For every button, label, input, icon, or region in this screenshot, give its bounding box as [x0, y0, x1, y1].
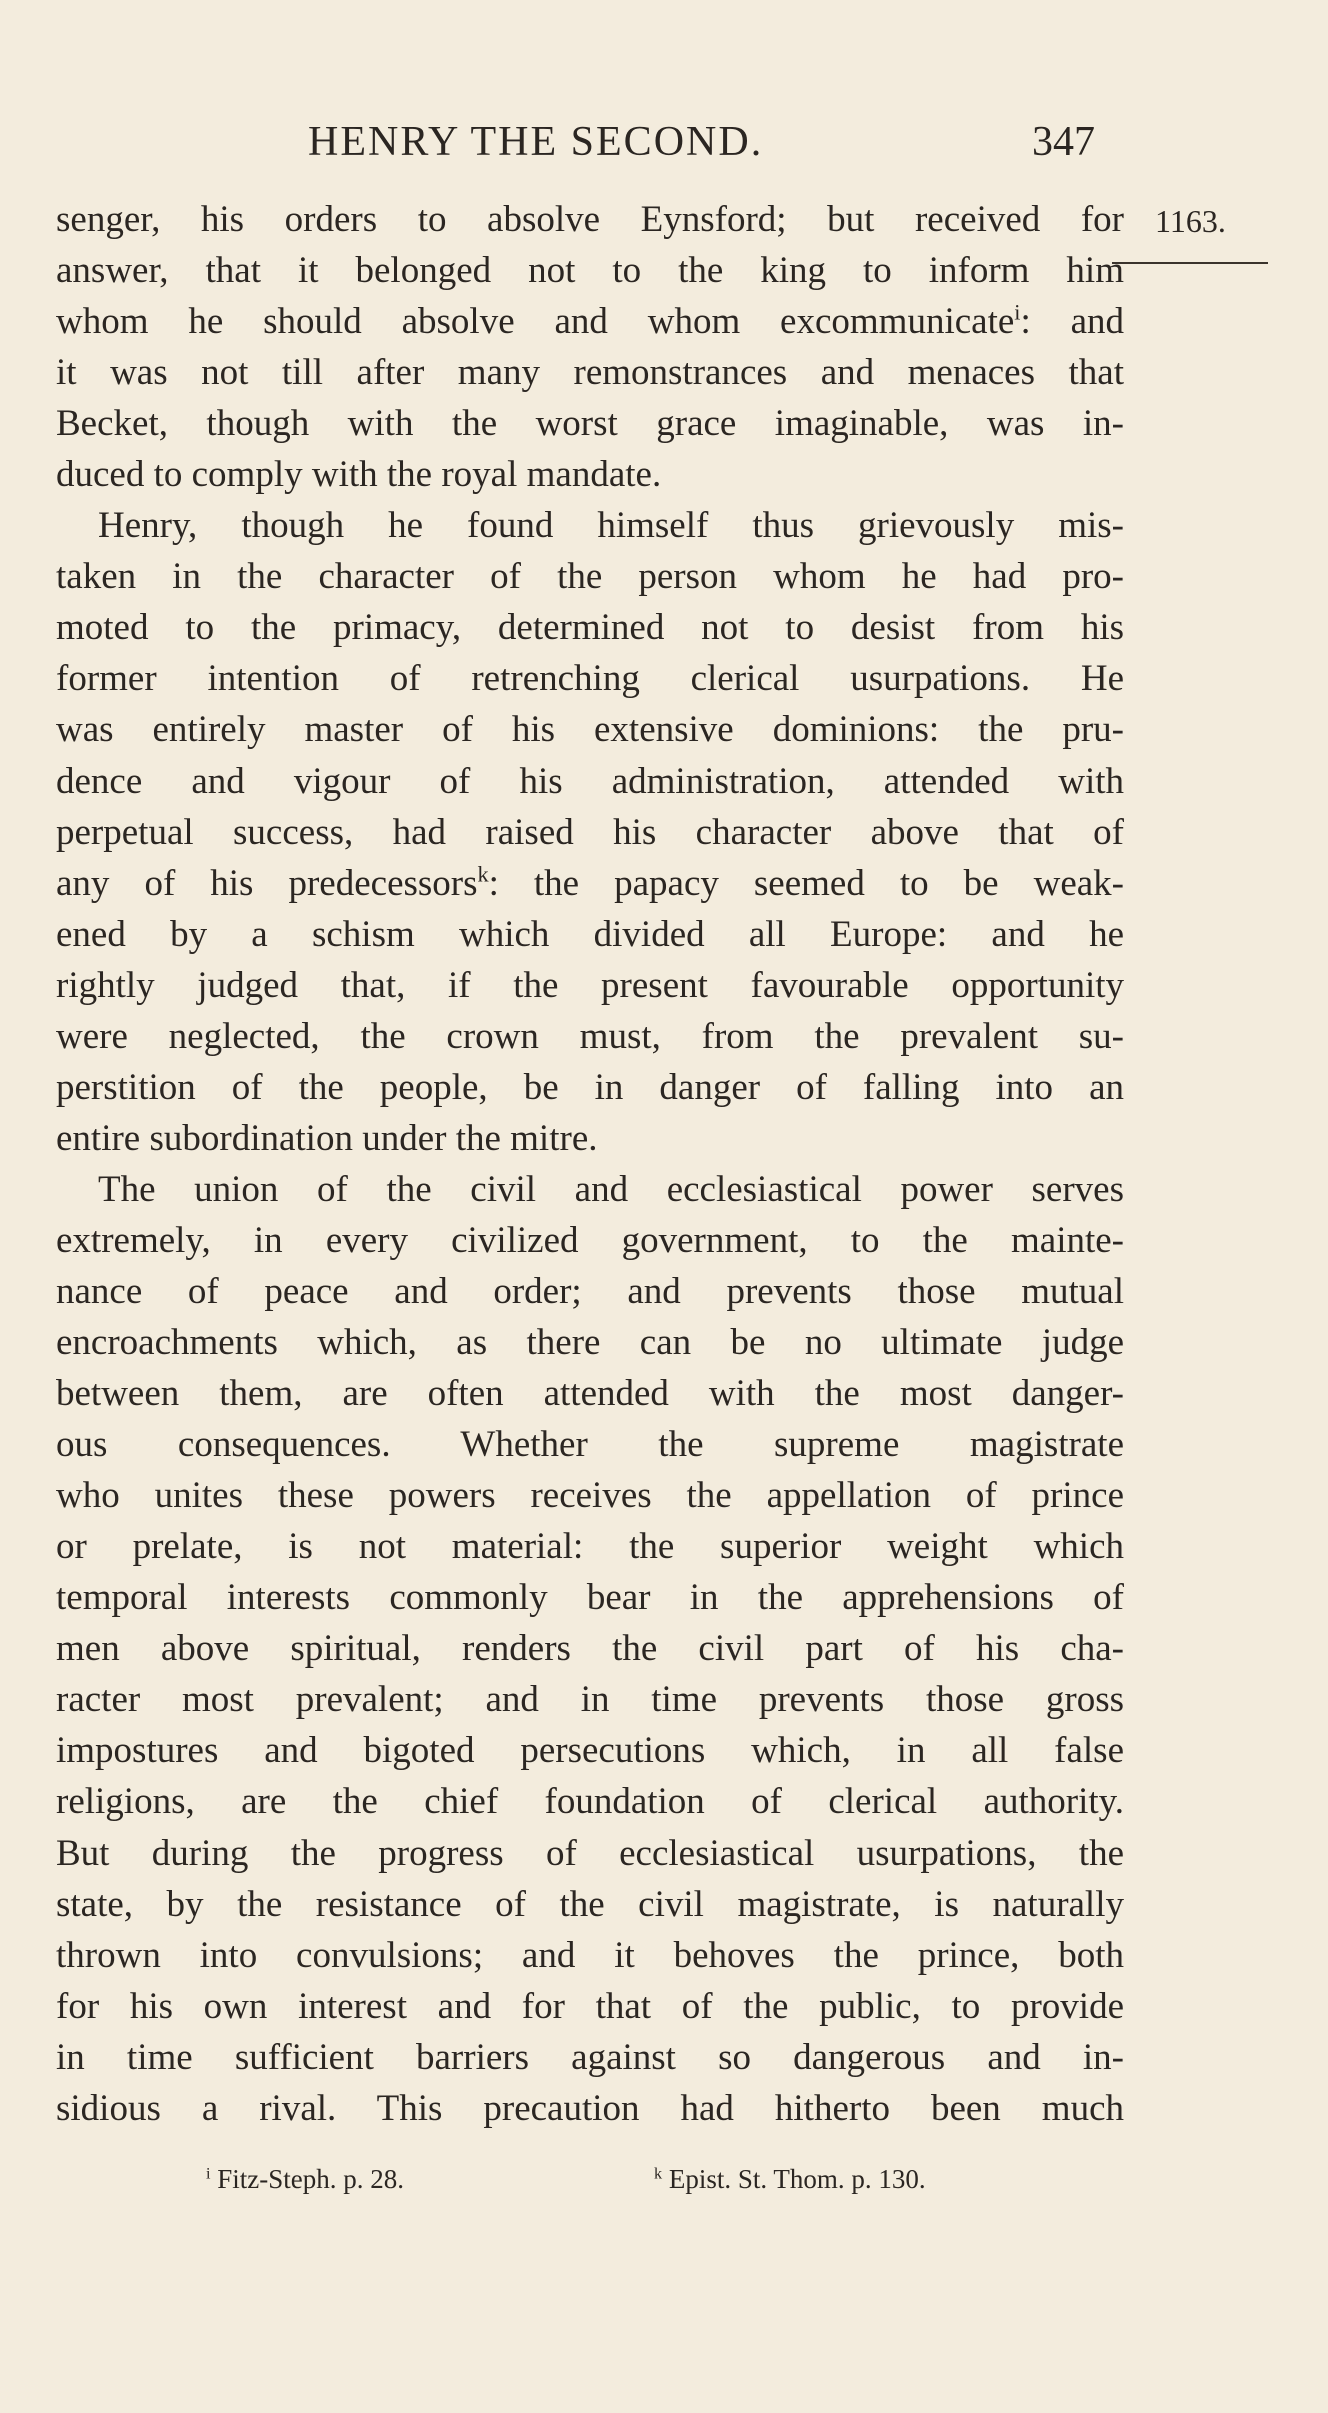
text-line: in time sufficient barriers against so dangerous and in-: [56, 2036, 1124, 2078]
margin-year-note: 1163.: [1155, 203, 1226, 239]
text-line: extremely, in every civilized government, to the mainte-: [56, 1219, 1124, 1261]
text-line: impostures and bigoted persecutions which, in all false: [56, 1730, 1124, 1772]
text-line: was entirely master of his extensive dominions: the pru-: [56, 709, 1124, 751]
text-line: religions, are the chief foundation of clerical authority.: [56, 1781, 1124, 1823]
text-line: racter most prevalent; and in time prevents those gross: [56, 1679, 1124, 1721]
footnotes: [0, 2154, 1328, 2204]
text-line: Henry, though he found himself thus grievously mis-: [98, 505, 1124, 547]
text-line: rightly judged that, if the present favourable opportunity: [56, 964, 1124, 1006]
text-line: Becket, though with the worst grace imaginable, was in-: [56, 403, 1124, 445]
text-line: any of his predecessors$^k$: the papacy seemed to be weak-: [56, 861, 1124, 904]
text-line: ened by a schism which divided all Europe: and he: [56, 913, 1124, 955]
text-line: moted to the primacy, determined not to desist from his: [56, 607, 1124, 649]
text-line: it was not till after many remonstrances and menaces that: [56, 352, 1124, 394]
text-line: answer, that it belonged not to the king to inform him: [56, 250, 1124, 292]
text-line: The union of the civil and ecclesiastical power serves: [98, 1168, 1124, 1210]
text-line: encroachments which, as there can be no ultimate judge: [56, 1322, 1124, 1364]
text-line: temporal interests commonly bear in the apprehensions of: [56, 1577, 1124, 1619]
text-line: whom he should absolve and whom excommunicate$^i$: and: [56, 299, 1125, 343]
text-line: entire subordination under the mitre.: [56, 1117, 598, 1159]
text-line: senger, his orders to absolve Eynsford; but received for: [56, 199, 1124, 240]
text-line: But during the progress of ecclesiastical usurpations, the: [56, 1832, 1124, 1874]
text-line: taken in the character of the person whom he had pro-: [56, 556, 1124, 598]
text-line: state, by the resistance of the civil magistrate, is naturally: [56, 1883, 1124, 1925]
text-line: men above spiritual, renders the civil part of his cha-: [56, 1628, 1124, 1670]
page-number: 347: [1032, 119, 1095, 165]
text-line: or prelate, is not material: the superior weight which: [56, 1526, 1124, 1568]
text-line: former intention of retrenching clerical usurpations. He: [56, 658, 1124, 700]
text-line: duced to comply with the royal mandate.: [56, 454, 662, 496]
text-line: were neglected, the crown must, from the prevalent su-: [56, 1015, 1124, 1057]
running-head: [0, 112, 1328, 172]
footnote-k: $^k$ Epist. St. Thom. p. 130.: [654, 2164, 926, 2194]
text-line: dence and vigour of his administration, attended with: [56, 760, 1124, 802]
text-line: sidious a rival. This precaution had hitherto been much: [56, 2087, 1124, 2129]
text-line: who unites these powers receives the appellation of prince: [56, 1475, 1124, 1517]
text-line: for his own interest and for that of the public, to provide: [56, 1985, 1124, 2027]
text-line: perpetual success, had raised his character above that of: [56, 811, 1124, 853]
body-text: [56, 194, 1124, 2134]
footnote-ref-k: k: [477, 861, 489, 887]
footnote-i: $^i$ Fitz-Steph. p. 28.: [206, 2164, 404, 2194]
margin-rule: [1112, 262, 1268, 264]
text-line: ous consequences. Whether the supreme magistrate: [56, 1424, 1124, 1466]
footnote-ref-i: i: [1014, 299, 1021, 325]
text-line: nance of peace and order; and prevents those mutual: [56, 1270, 1124, 1312]
text-line: between them, are often attended with the most danger-: [56, 1373, 1124, 1415]
text-line: thrown into convulsions; and it behoves the prince, both: [56, 1934, 1124, 1976]
text-line: perstition of the people, be in danger of falling into an: [56, 1066, 1124, 1108]
running-head-title: HENRY THE SECOND.: [308, 119, 764, 165]
